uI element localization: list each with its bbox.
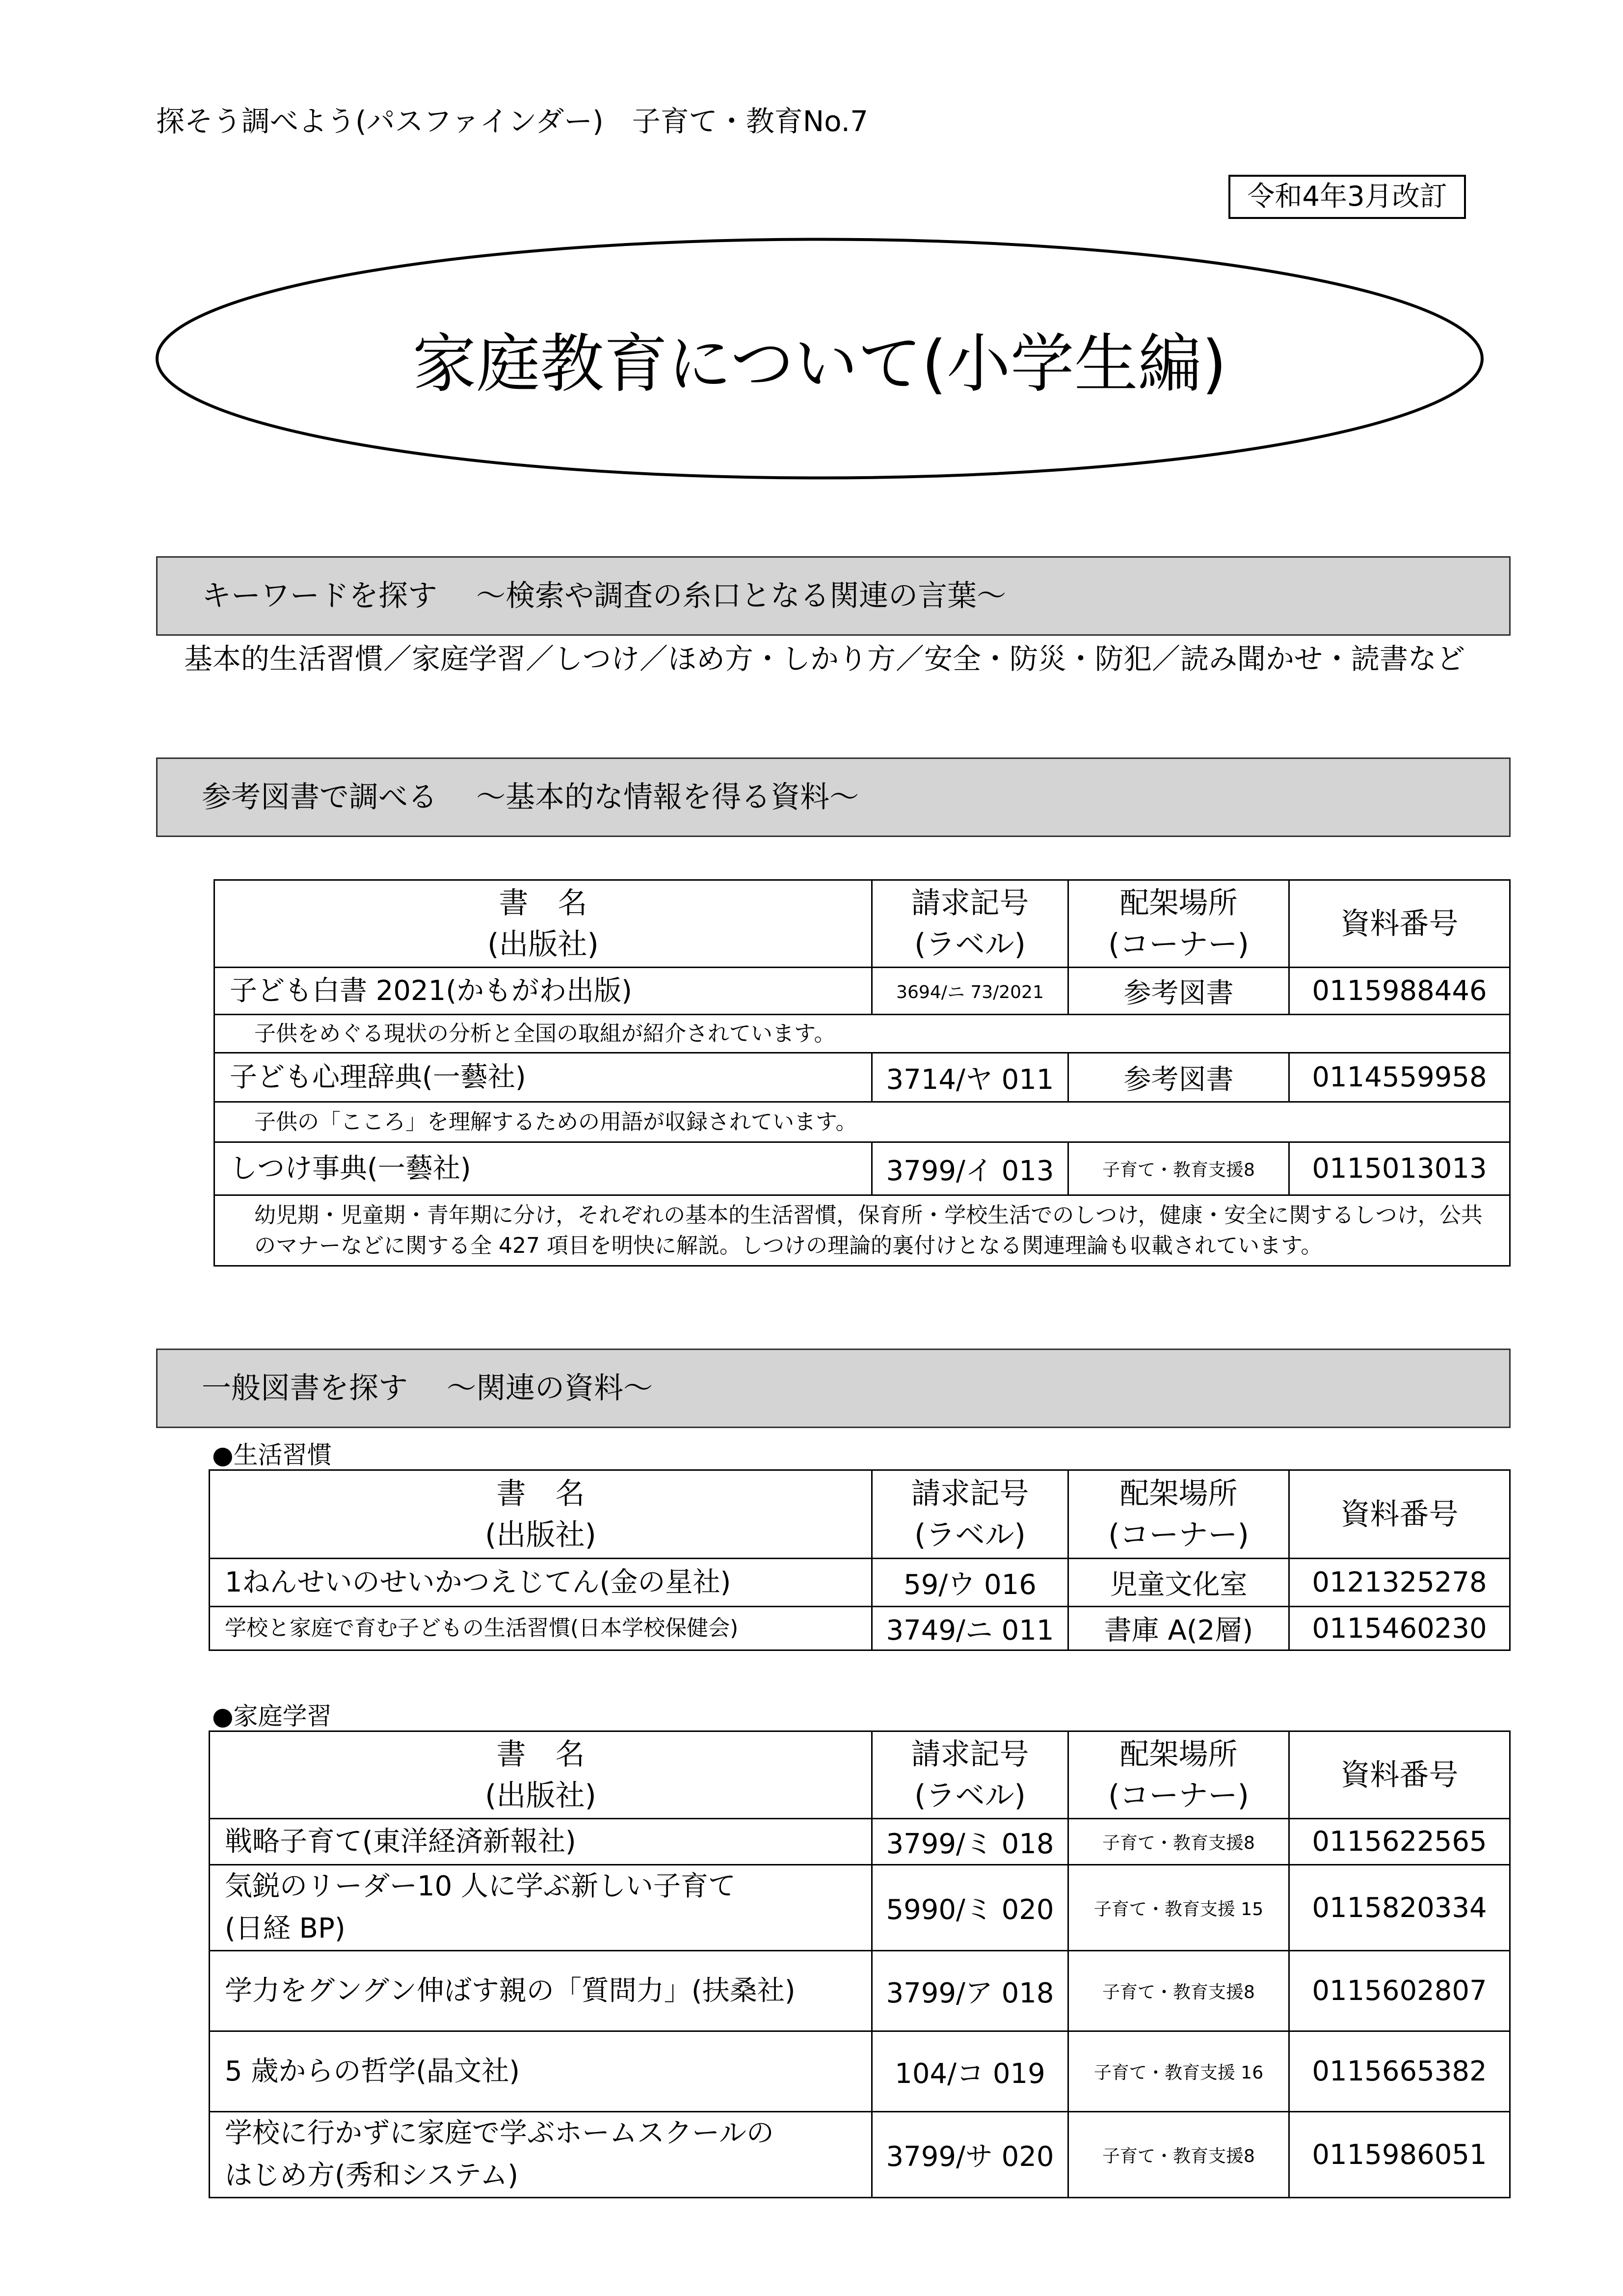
book-description: 子供をめぐる現状の分析と全国の取組が紹介されています。 [214, 1015, 1510, 1053]
col-location-sub: (コーナー) [1108, 927, 1249, 962]
table-row [214, 968, 1510, 1015]
book-title: 5 歳からの哲学(晶文社) [210, 2031, 872, 2112]
book-location: 子育て・教育支援 16 [1068, 2031, 1289, 2112]
col-title-sub: (出版社) [485, 1778, 596, 1813]
book-id: 0115665382 [1289, 2031, 1510, 2112]
table-row [210, 1607, 1510, 1650]
col-location: 配架場所 [1119, 886, 1238, 920]
home-study-books-table [209, 1730, 1511, 2198]
book-location: 書庫 A(2層) [1068, 1607, 1289, 1650]
book-location: 参考図書 [1068, 968, 1289, 1015]
book-call-number: 5990/ミ 020 [872, 1865, 1068, 1951]
table-row [210, 2031, 1510, 2112]
table-row [210, 2112, 1510, 2198]
book-location: 子育て・教育支援8 [1068, 1142, 1289, 1195]
table-header-row [214, 880, 1510, 968]
col-title: 書 名 [499, 886, 587, 920]
book-title: 学校と家庭で育む子どもの生活習慣(日本学校保健会) [210, 1607, 872, 1650]
book-call-number: 3799/ミ 018 [872, 1819, 1068, 1865]
book-title-line2: (日経 BP) [225, 1913, 346, 1945]
page-title: 家庭教育について(小学生編) [412, 326, 1227, 401]
book-call-number: 3799/イ 013 [872, 1142, 1068, 1195]
book-description: 幼児期・児童期・青年期に分け，それぞれの基本的生活習慣，保育所・学校生活でのしつけ，健康・安全に関するしつけ，公共のマナーなどに関する全 427 項目を明快に解説。しつけの理論的裏付けとなる関連理論も収載されています。 [214, 1195, 1510, 1266]
book-call-number: 3714/ヤ 011 [872, 1053, 1068, 1102]
group-label-home-study: ●家庭学習 [212, 1702, 332, 1730]
table-header-row [210, 1731, 1510, 1819]
table-row-description [214, 1015, 1510, 1053]
col-call-sub: (ラベル) [914, 1517, 1026, 1552]
col-location-sub: (コーナー) [1108, 1778, 1249, 1813]
col-number: 資料番号 [1289, 880, 1510, 968]
table-row [210, 1559, 1510, 1607]
keyword-section-heading: キーワードを探す ～検索や調査の糸口となる関連の言葉～ [156, 556, 1511, 636]
book-id: 0121325278 [1289, 1559, 1510, 1607]
col-call: 請求記号 [911, 886, 1029, 920]
book-title: 子ども白書 2021(かもがわ出版) [214, 968, 872, 1015]
book-location: 子育て・教育支援8 [1068, 1819, 1289, 1865]
table-row [210, 1865, 1510, 1951]
table-header-row [210, 1470, 1510, 1559]
book-location: 子育て・教育支援 15 [1068, 1865, 1289, 1951]
col-call-sub: (ラベル) [914, 927, 1026, 962]
col-location: 配架場所 [1119, 1476, 1238, 1511]
revision-badge: 令和4年3月改訂 [1228, 175, 1466, 219]
book-title-line1: 学校に行かずに家庭で学ぶホームスクールの [225, 2117, 774, 2149]
book-title: 戦略子育て(東洋経済新報社) [210, 1819, 872, 1865]
col-location-sub: (コーナー) [1108, 1517, 1249, 1552]
book-id: 0114559958 [1289, 1053, 1510, 1102]
table-row-description [214, 1102, 1510, 1142]
book-title: 子ども心理辞典(一藝社) [214, 1053, 872, 1102]
general-section-heading: 一般図書を探す ～関連の資料～ [156, 1349, 1511, 1428]
book-title: 学力をグングン伸ばす親の「質問力」(扶桑社) [210, 1951, 872, 2031]
book-title-line2: はじめ方(秀和システム) [225, 2160, 519, 2191]
book-id: 0115986051 [1289, 2112, 1510, 2198]
col-title: 書 名 [496, 1476, 585, 1511]
book-title: しつけ事典(一藝社) [214, 1142, 872, 1195]
keyword-list: 基本的生活習慣／家庭学習／しつけ／ほめ方・しかり方／安全・防災・防犯／読み聞かせ・読書など [184, 642, 1465, 675]
book-id: 0115988446 [1289, 968, 1510, 1015]
group-label-lifestyle: ●生活習慣 [212, 1441, 332, 1469]
book-call-number: 3694/ニ 73/2021 [872, 968, 1068, 1015]
table-row [214, 1053, 1510, 1102]
book-id: 0115013013 [1289, 1142, 1510, 1195]
table-row [210, 1819, 1510, 1865]
col-number: 資料番号 [1289, 1731, 1510, 1819]
col-location: 配架場所 [1119, 1737, 1238, 1772]
series-header: 探そう調べよう(パスファインダー) 子育て・教育No.7 [156, 105, 868, 138]
lifestyle-books-table [209, 1469, 1511, 1651]
book-call-number: 3799/ア 018 [872, 1951, 1068, 2031]
book-id: 0115622565 [1289, 1819, 1510, 1865]
book-location: 児童文化室 [1068, 1559, 1289, 1607]
col-number: 資料番号 [1289, 1470, 1510, 1559]
table-row-description [214, 1195, 1510, 1266]
book-location: 子育て・教育支援8 [1068, 1951, 1289, 2031]
book-title-line1: 気鋭のリーダー10 人に学ぶ新しい子育て [225, 1870, 736, 1902]
book-call-number: 3749/ニ 011 [872, 1607, 1068, 1650]
book-id: 0115602807 [1289, 1951, 1510, 2031]
col-title-sub: (出版社) [487, 927, 599, 962]
book-id: 0115820334 [1289, 1865, 1510, 1951]
reference-section-heading: 参考図書で調べる ～基本的な情報を得る資料～ [156, 757, 1511, 837]
book-location: 子育て・教育支援8 [1068, 2112, 1289, 2198]
book-location: 参考図書 [1068, 1053, 1289, 1102]
table-row [210, 1951, 1510, 2031]
table-row [214, 1142, 1510, 1195]
col-call-sub: (ラベル) [914, 1778, 1026, 1813]
book-title: 1ねんせいのせいかつえじてん(金の星社) [210, 1559, 872, 1607]
book-call-number: 59/ウ 016 [872, 1559, 1068, 1607]
col-call: 請求記号 [911, 1737, 1029, 1772]
reference-books-table [213, 879, 1511, 1267]
col-title-sub: (出版社) [485, 1517, 596, 1552]
book-description: 子供の「こころ」を理解するための用語が収録されています。 [214, 1102, 1510, 1142]
book-call-number: 104/コ 019 [872, 2031, 1068, 2112]
book-id: 0115460230 [1289, 1607, 1510, 1650]
book-call-number: 3799/サ 020 [872, 2112, 1068, 2198]
col-call: 請求記号 [911, 1476, 1029, 1511]
col-title: 書 名 [496, 1737, 585, 1772]
